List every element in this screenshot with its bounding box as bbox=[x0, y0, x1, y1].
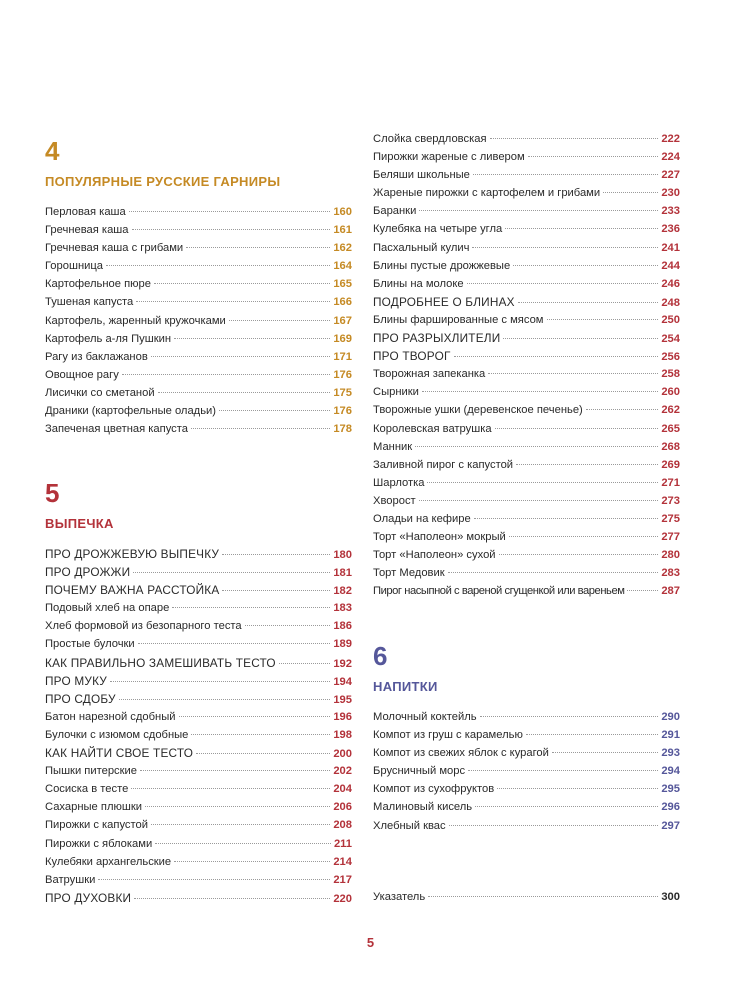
toc-entry[interactable] bbox=[373, 202, 680, 220]
dot-leader bbox=[503, 338, 658, 339]
toc-entry-title: Заливной пирог с капустой bbox=[373, 458, 514, 471]
toc-entry-page: 262 bbox=[661, 404, 680, 417]
toc-entry[interactable] bbox=[45, 239, 352, 257]
toc-entry-page: 260 bbox=[661, 386, 680, 399]
toc-entry-page: 167 bbox=[333, 314, 352, 327]
toc-entry-title: Торт «Наполеон» сухой bbox=[373, 549, 496, 562]
toc-entry-page: 186 bbox=[333, 620, 352, 633]
toc-entry[interactable] bbox=[45, 635, 352, 653]
toc-entry-title: Сосиска в тесте bbox=[45, 783, 129, 796]
dot-leader bbox=[136, 301, 330, 302]
dot-leader bbox=[419, 210, 658, 211]
dot-leader bbox=[119, 699, 331, 700]
toc-entry-page: 181 bbox=[333, 567, 352, 580]
toc-entry-title: Компот из груш с карамелью bbox=[373, 729, 523, 742]
dot-leader bbox=[196, 753, 330, 754]
dot-leader bbox=[186, 247, 330, 248]
toc-entry[interactable] bbox=[373, 401, 680, 419]
toc-entry-title: Перловая каша bbox=[45, 206, 126, 218]
toc-entry[interactable] bbox=[373, 184, 680, 202]
toc-entry-title: Пирожки с капустой bbox=[45, 819, 148, 832]
toc-entry-page: 164 bbox=[333, 260, 352, 273]
toc-entry[interactable] bbox=[373, 798, 680, 816]
toc-entry-page: 198 bbox=[333, 728, 352, 741]
toc-entry-page: 171 bbox=[333, 350, 352, 363]
section-4-number: 4 bbox=[45, 136, 60, 166]
dot-leader bbox=[219, 410, 330, 411]
toc-entry-page: 211 bbox=[333, 837, 352, 850]
dot-leader bbox=[131, 788, 330, 789]
page-number: 5 bbox=[366, 935, 375, 950]
toc-entry[interactable] bbox=[45, 853, 352, 871]
toc-entry-page: 204 bbox=[333, 783, 352, 796]
toc-entry[interactable] bbox=[45, 257, 352, 275]
toc-entry-page: 224 bbox=[661, 151, 680, 164]
toc-entry-page: 275 bbox=[661, 512, 680, 525]
toc-entry[interactable] bbox=[45, 889, 352, 907]
toc-entry-title: ПРО ДУХОВКИ bbox=[45, 890, 132, 905]
section-6-number: 6 bbox=[373, 641, 388, 671]
dot-leader bbox=[526, 734, 658, 735]
toc-entry[interactable] bbox=[373, 438, 680, 456]
toc-entry-page: 189 bbox=[333, 638, 352, 651]
toc-entry-title: Слойка свердловская bbox=[373, 133, 487, 145]
toc-entry[interactable] bbox=[373, 365, 680, 383]
toc-entry[interactable] bbox=[373, 546, 680, 564]
toc-entry[interactable] bbox=[45, 708, 352, 726]
dot-leader bbox=[499, 554, 659, 555]
toc-entry[interactable] bbox=[373, 582, 680, 600]
dot-leader bbox=[138, 643, 331, 644]
toc-entry[interactable] bbox=[373, 257, 680, 275]
toc-entry-page: 287 bbox=[661, 585, 680, 598]
toc-entry-title: Манник bbox=[373, 440, 413, 453]
dot-leader bbox=[627, 590, 658, 591]
toc-entry-page: 222 bbox=[661, 133, 680, 145]
dot-leader bbox=[415, 446, 658, 447]
toc-entry[interactable] bbox=[373, 474, 680, 492]
toc-entry-title: Тушеная капуста bbox=[45, 296, 134, 309]
toc-entry-title: Пасхальный кулич bbox=[373, 241, 470, 254]
toc-entry[interactable] bbox=[373, 311, 680, 329]
toc-entry-page: 250 bbox=[661, 313, 680, 326]
dot-leader bbox=[518, 302, 659, 303]
toc-entry-page: 161 bbox=[333, 224, 352, 237]
toc-entry[interactable] bbox=[45, 654, 352, 672]
toc-entry-title: Запеченая цветная капуста bbox=[45, 423, 188, 436]
toc-entry-page: 295 bbox=[661, 783, 680, 796]
dot-leader bbox=[475, 806, 658, 807]
section-6 bbox=[373, 643, 680, 695]
toc-entry-title: Горошница bbox=[45, 260, 104, 273]
toc-entry-page: 293 bbox=[661, 747, 680, 760]
toc-entry[interactable] bbox=[373, 492, 680, 510]
toc-entry-page: 296 bbox=[661, 801, 680, 814]
toc-entry[interactable] bbox=[45, 581, 352, 599]
dot-leader bbox=[151, 356, 331, 357]
toc-entry-page: 208 bbox=[333, 819, 352, 832]
toc-entry-title: Рагу из баклажанов bbox=[45, 350, 148, 363]
toc-entry[interactable] bbox=[45, 312, 352, 330]
toc-entry-title: ПРО РАЗРЫХЛИТЕЛИ bbox=[373, 331, 501, 346]
toc-entry-title: КАК НАЙТИ СВОЕ ТЕСТО bbox=[45, 746, 194, 761]
section-4 bbox=[45, 138, 352, 190]
toc-entry[interactable] bbox=[45, 545, 352, 563]
toc-entry-page: 165 bbox=[333, 278, 352, 291]
dot-leader bbox=[454, 356, 659, 357]
dot-leader bbox=[151, 824, 330, 825]
toc-entry[interactable] bbox=[45, 744, 352, 762]
toc-entry-page: 214 bbox=[333, 855, 352, 868]
toc-entry[interactable] bbox=[373, 726, 680, 744]
dot-leader bbox=[528, 156, 659, 157]
toc-entry[interactable] bbox=[373, 130, 680, 148]
toc-entry-title: Сырники bbox=[373, 386, 419, 399]
toc-entry-page: 277 bbox=[661, 531, 680, 544]
toc-entry-title: Пирожки жареные с ливером bbox=[373, 151, 525, 164]
dot-leader bbox=[174, 338, 330, 339]
toc-entry-title: Творожная запеканка bbox=[373, 368, 486, 381]
dot-leader bbox=[106, 265, 330, 266]
toc-entry[interactable] bbox=[45, 617, 352, 635]
toc-entry[interactable] bbox=[45, 690, 352, 708]
toc-entry-page: 183 bbox=[333, 602, 352, 615]
toc-entry-title: Пирог насыпной с вареной сгущенкой или вареньем bbox=[373, 585, 625, 598]
dot-leader bbox=[422, 391, 658, 392]
dot-leader bbox=[179, 716, 331, 717]
dot-leader bbox=[154, 283, 330, 284]
toc-entry[interactable] bbox=[373, 708, 680, 726]
toc-entry[interactable] bbox=[45, 780, 352, 798]
dot-leader bbox=[552, 752, 658, 753]
toc-entry-title: Батон нарезной сдобный bbox=[45, 710, 176, 723]
toc-entry-title: Овощное рагу bbox=[45, 368, 119, 381]
toc-entry-title: Хлеб формовой из безопарного теста bbox=[45, 620, 242, 633]
dot-leader bbox=[191, 734, 330, 735]
toc-entry[interactable] bbox=[373, 510, 680, 528]
dot-leader bbox=[155, 843, 331, 844]
toc-entry-page: 268 bbox=[661, 440, 680, 453]
section-5-entries bbox=[45, 545, 352, 907]
dot-leader bbox=[222, 554, 330, 555]
toc-entry-title: Картофель, жаренный кружочками bbox=[45, 314, 226, 327]
toc-entry-page: 195 bbox=[333, 693, 352, 706]
toc-entry[interactable] bbox=[373, 456, 680, 474]
dot-leader bbox=[428, 896, 658, 897]
toc-entry-page: 265 bbox=[661, 422, 680, 435]
toc-entry-page: 246 bbox=[661, 277, 680, 290]
toc-entry[interactable] bbox=[45, 221, 352, 239]
toc-entry[interactable] bbox=[373, 347, 680, 365]
toc-entry-page: 178 bbox=[333, 423, 352, 436]
toc-entry-title: Творожные ушки (деревенское печенье) bbox=[373, 404, 583, 417]
dot-leader bbox=[134, 898, 330, 899]
toc-entry-title: Драники (картофельные оладьи) bbox=[45, 405, 217, 418]
toc-entry-page: 291 bbox=[661, 729, 680, 742]
dot-leader bbox=[490, 138, 659, 139]
section-4-entries bbox=[45, 203, 352, 438]
toc-entry-title: Картофельное пюре bbox=[45, 278, 151, 291]
toc-entry-title: Кулебяка на четыре угла bbox=[373, 223, 503, 236]
dot-leader bbox=[474, 518, 659, 519]
toc-entry-page: 176 bbox=[333, 405, 352, 418]
dot-leader bbox=[229, 320, 331, 321]
toc-entry[interactable] bbox=[45, 420, 352, 438]
toc-entry-title: ПОЧЕМУ ВАЖНА РАССТОЙКА bbox=[45, 583, 220, 598]
toc-entry-page: 241 bbox=[661, 241, 680, 254]
toc-entry-page: 271 bbox=[661, 476, 680, 489]
toc-entry-page: 244 bbox=[661, 259, 680, 272]
dot-leader bbox=[174, 861, 330, 862]
toc-entry-page: 160 bbox=[333, 206, 352, 218]
dot-leader bbox=[603, 192, 658, 193]
toc-entry-title: Булочки с изюмом сдобные bbox=[45, 728, 189, 741]
toc-entry[interactable] bbox=[45, 330, 352, 348]
toc-entry-page: 297 bbox=[661, 819, 680, 832]
toc-entry-title: КАК ПРАВИЛЬНО ЗАМЕШИВАТЬ ТЕСТО bbox=[45, 655, 276, 670]
dot-leader bbox=[509, 536, 659, 537]
toc-entry-title: Простые булочки bbox=[45, 638, 135, 651]
dot-leader bbox=[145, 806, 330, 807]
toc-entry-title: Торт «Наполеон» мокрый bbox=[373, 531, 506, 544]
toc-entry-title: Лисички со сметаной bbox=[45, 386, 155, 399]
toc-entry-title: Компот из сухофруктов bbox=[373, 783, 495, 796]
toc-entry-title: Молочный коктейль bbox=[373, 711, 477, 723]
toc-entry[interactable] bbox=[373, 528, 680, 546]
dot-leader bbox=[129, 211, 331, 212]
toc-entry-page: 196 bbox=[333, 710, 352, 723]
toc-entry-page: 233 bbox=[661, 205, 680, 218]
toc-entry[interactable] bbox=[45, 835, 352, 853]
dot-leader bbox=[449, 825, 659, 826]
toc-entry-title: ПРО СДОБУ bbox=[45, 691, 116, 706]
toc-entry-page: 200 bbox=[333, 748, 352, 761]
toc-entry-page: 294 bbox=[661, 765, 680, 778]
toc-entry-page: 273 bbox=[661, 494, 680, 507]
toc-entry[interactable] bbox=[45, 348, 352, 366]
toc-entry[interactable] bbox=[373, 166, 680, 184]
toc-entry-title: Пирожки с яблоками bbox=[45, 837, 153, 850]
toc-entry[interactable] bbox=[373, 744, 680, 762]
toc-entry-page: 227 bbox=[661, 169, 680, 182]
dot-leader bbox=[495, 428, 659, 429]
toc-entry-page: 290 bbox=[661, 711, 680, 723]
toc-entry[interactable] bbox=[373, 329, 680, 347]
dot-leader bbox=[472, 247, 658, 248]
toc-entry-title: Пышки питерские bbox=[45, 765, 138, 778]
toc-entry-page: 162 bbox=[333, 242, 352, 255]
toc-entry[interactable] bbox=[373, 420, 680, 438]
toc-entry-page: 192 bbox=[333, 657, 352, 670]
toc-entry-page: 254 bbox=[661, 333, 680, 346]
dot-leader bbox=[427, 482, 658, 483]
toc-entry[interactable] bbox=[373, 780, 680, 798]
toc-entry[interactable] bbox=[373, 275, 680, 293]
toc-entry-title: Подовый хлеб на опаре bbox=[45, 602, 170, 615]
toc-entry[interactable] bbox=[373, 383, 680, 401]
dot-leader bbox=[172, 607, 330, 608]
toc-entry-title: Хворост bbox=[373, 494, 416, 507]
dot-leader bbox=[473, 174, 658, 175]
toc-entry[interactable] bbox=[373, 564, 680, 582]
toc-entry-page: 220 bbox=[333, 892, 352, 905]
toc-entry[interactable] bbox=[45, 798, 352, 816]
dot-leader bbox=[505, 228, 658, 229]
toc-entry-title: Оладьи на кефире bbox=[373, 512, 471, 525]
toc-entry-page: 217 bbox=[333, 873, 352, 886]
dot-leader bbox=[110, 681, 330, 682]
dot-leader bbox=[158, 392, 331, 393]
toc-entry-title: Картофель а-ля Пушкин bbox=[45, 332, 172, 345]
dot-leader bbox=[516, 464, 658, 465]
index-entry-title: Указатель bbox=[373, 891, 426, 903]
section-5 bbox=[45, 480, 352, 532]
dot-leader bbox=[222, 590, 330, 591]
dot-leader bbox=[467, 283, 659, 284]
toc-entry-page: 230 bbox=[661, 187, 680, 200]
toc-entry[interactable] bbox=[373, 293, 680, 311]
dot-leader bbox=[448, 572, 659, 573]
toc-entry[interactable] bbox=[45, 384, 352, 402]
toc-entry-page: 176 bbox=[333, 368, 352, 381]
toc-entry[interactable] bbox=[45, 366, 352, 384]
toc-entry-page: 194 bbox=[333, 675, 352, 688]
toc-entry-page: 202 bbox=[333, 765, 352, 778]
dot-leader bbox=[133, 572, 330, 573]
toc-entry-title: Хлебный квас bbox=[373, 819, 446, 832]
dot-leader bbox=[488, 373, 658, 374]
toc-entry[interactable] bbox=[373, 239, 680, 257]
dot-leader bbox=[497, 788, 658, 789]
index-entry-page: 300 bbox=[661, 891, 680, 903]
toc-entry[interactable] bbox=[373, 220, 680, 238]
toc-entry-page: 175 bbox=[333, 386, 352, 399]
section-6-entries bbox=[373, 708, 680, 835]
toc-entry-page: 182 bbox=[333, 585, 352, 598]
toc-entry[interactable] bbox=[45, 726, 352, 744]
toc-entry-page: 206 bbox=[333, 801, 352, 814]
toc-entry-page: 256 bbox=[661, 351, 680, 364]
toc-entry-title: Брусничный морс bbox=[373, 765, 466, 778]
dot-leader bbox=[480, 716, 659, 717]
dot-leader bbox=[132, 229, 331, 230]
section-5-number: 5 bbox=[45, 478, 60, 508]
dot-leader bbox=[468, 770, 658, 771]
toc-entry[interactable] bbox=[45, 203, 352, 221]
toc-entry-title: Малиновый кисель bbox=[373, 801, 473, 814]
toc-entry-title: Жареные пирожки с картофелем и грибами bbox=[373, 187, 601, 200]
section-5-title: ВЫПЕЧКА bbox=[45, 516, 114, 531]
toc-entry-title: ПРО ТВОРОГ bbox=[373, 349, 451, 364]
toc-entry[interactable] bbox=[45, 563, 352, 581]
toc-entry-page: 283 bbox=[661, 567, 680, 580]
toc-entry[interactable] bbox=[45, 599, 352, 617]
toc-entry-title: Гречневая каша bbox=[45, 224, 129, 237]
dot-leader bbox=[279, 663, 331, 664]
toc-entry-title: Торт Медовик bbox=[373, 567, 445, 580]
toc-entry[interactable] bbox=[45, 672, 352, 690]
toc-entry[interactable] bbox=[45, 293, 352, 311]
toc-entry[interactable] bbox=[45, 816, 352, 834]
toc-entry-title: Королевская ватрушка bbox=[373, 422, 492, 435]
toc-entry-title: Блины пустые дрожжевые bbox=[373, 259, 511, 272]
dot-leader bbox=[513, 265, 658, 266]
dot-leader bbox=[140, 770, 330, 771]
toc-entry-page: 169 bbox=[333, 332, 352, 345]
toc-entry-page: 236 bbox=[661, 223, 680, 236]
index-entry[interactable] bbox=[373, 888, 680, 906]
index-entry-row bbox=[373, 888, 680, 906]
toc-entry-title: Компот из свежих яблок с курагой bbox=[373, 747, 549, 760]
toc-entry-title: Блины на молоке bbox=[373, 277, 464, 290]
toc-entry-title: ПРО МУКУ bbox=[45, 673, 107, 688]
toc-entry[interactable] bbox=[373, 148, 680, 166]
dot-leader bbox=[586, 409, 659, 410]
toc-entry[interactable] bbox=[45, 871, 352, 889]
dot-leader bbox=[547, 319, 659, 320]
toc-entry-title: Гречневая каша с грибами bbox=[45, 242, 184, 255]
dot-leader bbox=[419, 500, 659, 501]
toc-entry[interactable] bbox=[45, 275, 352, 293]
dot-leader bbox=[98, 879, 330, 880]
toc-entry-title: Сахарные плюшки bbox=[45, 801, 142, 814]
toc-entry-title: ПРО ДРОЖЖИ bbox=[45, 565, 131, 580]
section-4-title: ПОПУЛЯРНЫЕ РУССКИЕ ГАРНИРЫ bbox=[45, 174, 281, 189]
toc-entry-page: 258 bbox=[661, 368, 680, 381]
toc-entry-title: Ватрушки bbox=[45, 873, 96, 886]
toc-entry[interactable] bbox=[373, 762, 680, 780]
toc-entry-title: Блины фаршированные с мясом bbox=[373, 313, 544, 326]
section-5-continued-entries bbox=[373, 130, 680, 600]
toc-entry-page: 269 bbox=[661, 458, 680, 471]
toc-entry-title: Кулебяки архангельские bbox=[45, 855, 172, 868]
toc-entry-title: ПОДРОБНЕЕ О БЛИНАХ bbox=[373, 294, 515, 309]
toc-entry-title: Баранки bbox=[373, 205, 417, 218]
toc-entry-page: 166 bbox=[333, 296, 352, 309]
dot-leader bbox=[245, 625, 331, 626]
toc-entry-title: Беляши школьные bbox=[373, 169, 470, 182]
toc-entry-page: 280 bbox=[661, 549, 680, 562]
toc-entry-page: 180 bbox=[333, 549, 352, 561]
dot-leader bbox=[191, 428, 330, 429]
toc-entry[interactable] bbox=[45, 402, 352, 420]
toc-entry[interactable] bbox=[373, 817, 680, 835]
toc-entry-page: 248 bbox=[661, 296, 680, 309]
toc-entry-title: ПРО ДРОЖЖЕВУЮ ВЫПЕЧКУ bbox=[45, 547, 220, 561]
toc-entry[interactable] bbox=[45, 762, 352, 780]
section-6-title: НАПИТКИ bbox=[373, 679, 438, 694]
dot-leader bbox=[122, 374, 331, 375]
toc-entry-title: Шарлотка bbox=[373, 476, 425, 489]
